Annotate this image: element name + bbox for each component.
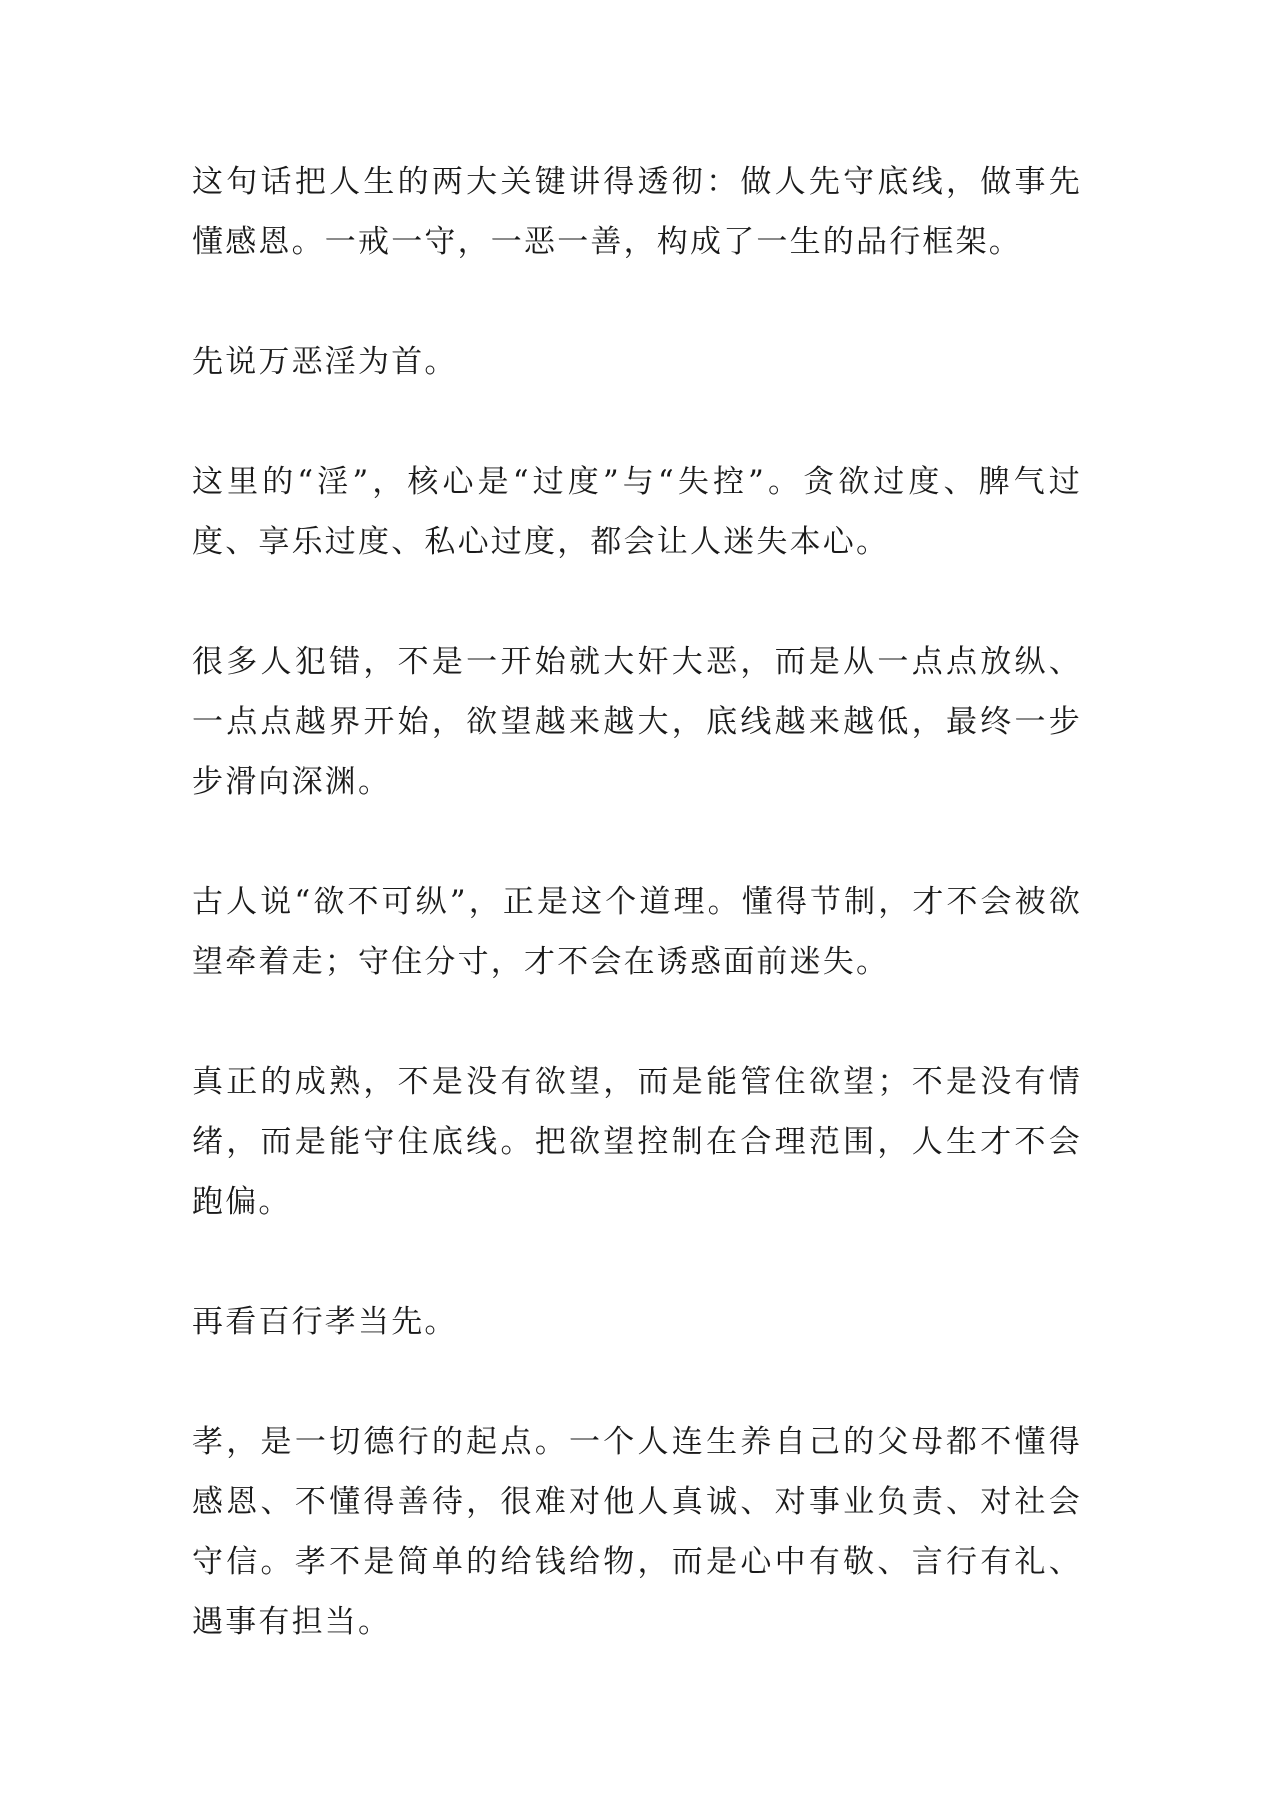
paragraph-8: 孝，是一切德行的起点。一个人连生养自己的父母都不懂得感恩、不懂得善待，很难对他人真诚、对事业负责、对社会守信。孝不是简单的给钱给物，而是心中有敬、言行有礼、遇事有担当。	[192, 1424, 1082, 1640]
document-body	[192, 152, 1082, 1712]
paragraph-4: 很多人犯错，不是一开始就大奸大恶，而是从一点点放纵、一点点越界开始，欲望越来越大，底线越来越低，最终一步步滑向深渊。	[192, 644, 1082, 800]
paragraph-2: 先说万恶淫为首。	[192, 344, 458, 380]
paragraph-6: 真正的成熟，不是没有欲望，而是能管住欲望；不是没有情绪，而是能守住底线。把欲望控制在合理范围，人生才不会跑偏。	[192, 1064, 1082, 1220]
paragraph-7: 再看百行孝当先。	[192, 1304, 458, 1340]
paragraph-3: 这里的“淫”，核心是“过度”与“失控”。贪欲过度、脾气过度、享乐过度、私心过度，都会让人迷失本心。	[192, 464, 1082, 560]
paragraph-1: 这句话把人生的两大关键讲得透彻：做人先守底线，做事先懂感恩。一戒一守，一恶一善，构成了一生的品行框架。	[192, 164, 1082, 260]
paragraph-5: 古人说“欲不可纵”，正是这个道理。懂得节制，才不会被欲望牵着走；守住分寸，才不会在诱惑面前迷失。	[192, 884, 1082, 980]
